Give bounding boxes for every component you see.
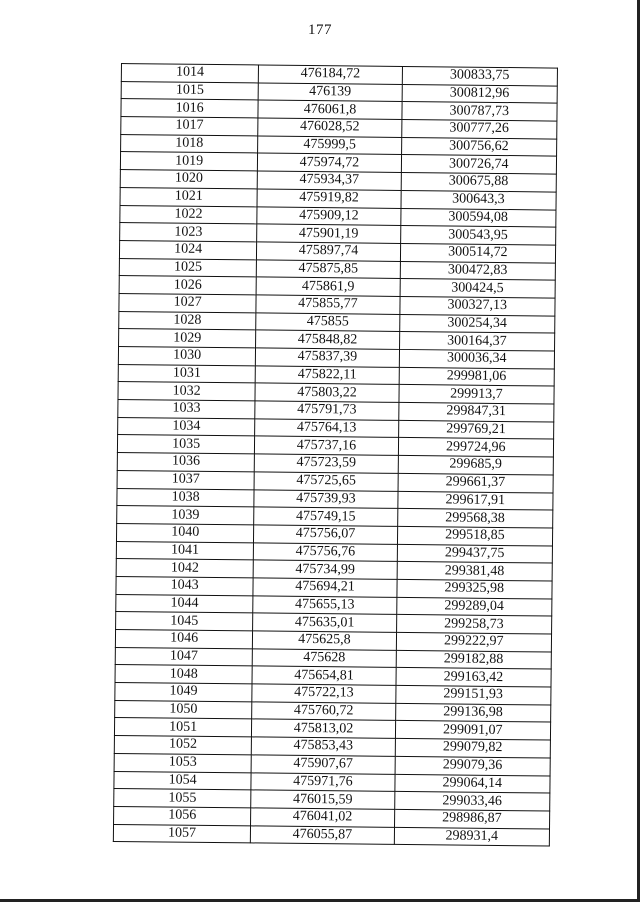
point-number-cell: 1015 bbox=[121, 81, 258, 100]
point-number-cell: 1035 bbox=[117, 435, 254, 454]
x-coordinate-cell: 475837,39 bbox=[256, 348, 400, 367]
point-number-cell: 1031 bbox=[118, 364, 255, 383]
x-coordinate-cell: 476028,52 bbox=[258, 118, 402, 137]
point-number-cell: 1020 bbox=[120, 170, 257, 189]
x-coordinate-cell: 476015,59 bbox=[251, 790, 395, 809]
y-coordinate-cell: 299079,82 bbox=[395, 739, 551, 758]
y-coordinate-cell: 299913,7 bbox=[399, 385, 555, 404]
y-coordinate-cell: 299981,06 bbox=[399, 367, 555, 386]
y-coordinate-cell: 299617,91 bbox=[397, 491, 553, 510]
point-number-cell: 1017 bbox=[121, 117, 258, 136]
y-coordinate-cell: 300327,13 bbox=[400, 296, 556, 315]
y-coordinate-cell: 299064,14 bbox=[395, 774, 551, 793]
x-coordinate-cell: 476061,8 bbox=[258, 100, 402, 119]
y-coordinate-cell: 300594,08 bbox=[400, 208, 556, 227]
table-row bbox=[113, 824, 549, 846]
x-coordinate-cell: 475756,76 bbox=[254, 542, 398, 561]
point-number-cell: 1034 bbox=[118, 417, 255, 436]
x-coordinate-cell: 475875,85 bbox=[257, 259, 401, 278]
point-number-cell: 1053 bbox=[114, 753, 251, 772]
y-coordinate-cell: 299518,85 bbox=[397, 526, 553, 545]
x-coordinate-cell: 475734,99 bbox=[253, 560, 397, 579]
y-coordinate-cell: 300787,73 bbox=[402, 102, 558, 121]
point-number-cell: 1025 bbox=[119, 258, 256, 277]
y-coordinate-cell: 300254,34 bbox=[399, 314, 555, 333]
y-coordinate-cell: 299661,37 bbox=[398, 473, 554, 492]
y-coordinate-cell: 299724,96 bbox=[398, 438, 554, 457]
x-coordinate-cell: 476139 bbox=[258, 83, 402, 102]
point-number-cell: 1038 bbox=[117, 488, 254, 507]
y-coordinate-cell: 299222,97 bbox=[396, 632, 552, 651]
y-coordinate-cell: 300833,75 bbox=[402, 66, 558, 85]
point-number-cell: 1023 bbox=[120, 223, 257, 242]
y-coordinate-cell: 299033,46 bbox=[394, 792, 550, 811]
x-coordinate-cell: 475739,93 bbox=[254, 489, 398, 508]
point-number-cell: 1048 bbox=[115, 665, 252, 684]
point-number-cell: 1028 bbox=[119, 311, 256, 330]
x-coordinate-cell: 475628 bbox=[253, 649, 397, 668]
point-number-cell: 1024 bbox=[119, 240, 256, 259]
x-coordinate-cell: 475848,82 bbox=[256, 330, 400, 349]
x-coordinate-cell: 476055,87 bbox=[251, 825, 395, 844]
point-number-cell: 1022 bbox=[120, 205, 257, 224]
x-coordinate-cell: 475737,16 bbox=[255, 436, 399, 455]
x-coordinate-cell: 475897,74 bbox=[257, 242, 401, 261]
coordinates-table-body bbox=[113, 64, 557, 847]
x-coordinate-cell: 475694,21 bbox=[253, 578, 397, 597]
y-coordinate-cell: 300726,74 bbox=[401, 155, 557, 174]
y-coordinate-cell: 299091,07 bbox=[395, 721, 551, 740]
point-number-cell: 1050 bbox=[115, 700, 252, 719]
point-number-cell: 1036 bbox=[117, 453, 254, 472]
x-coordinate-cell: 475971,76 bbox=[251, 772, 395, 791]
point-number-cell: 1021 bbox=[120, 187, 257, 206]
x-coordinate-cell: 475853,43 bbox=[252, 737, 396, 756]
x-coordinate-cell: 475625,8 bbox=[253, 631, 397, 650]
point-number-cell: 1055 bbox=[114, 789, 251, 808]
y-coordinate-cell: 300164,37 bbox=[399, 332, 555, 351]
y-coordinate-cell: 300472,83 bbox=[400, 261, 556, 280]
x-coordinate-cell: 476041,02 bbox=[251, 808, 395, 827]
y-coordinate-cell: 299136,98 bbox=[395, 703, 551, 722]
x-coordinate-cell: 475909,12 bbox=[257, 206, 401, 225]
point-number-cell: 1016 bbox=[121, 99, 258, 118]
x-coordinate-cell: 475635,01 bbox=[253, 613, 397, 632]
point-number-cell: 1057 bbox=[113, 824, 250, 843]
y-coordinate-cell: 299381,48 bbox=[397, 562, 553, 581]
y-coordinate-cell: 300036,34 bbox=[399, 349, 555, 368]
y-coordinate-cell: 299182,88 bbox=[396, 650, 552, 669]
x-coordinate-cell: 475756,07 bbox=[254, 525, 398, 544]
y-coordinate-cell: 300756,62 bbox=[401, 137, 557, 156]
x-coordinate-cell: 475855,77 bbox=[256, 295, 400, 314]
point-number-cell: 1014 bbox=[121, 64, 258, 83]
x-coordinate-cell: 475907,67 bbox=[251, 755, 395, 774]
y-coordinate-cell: 300777,26 bbox=[401, 120, 557, 139]
y-coordinate-cell: 299568,38 bbox=[397, 509, 553, 528]
y-coordinate-cell: 299079,36 bbox=[395, 756, 551, 775]
y-coordinate-cell: 299151,93 bbox=[395, 685, 551, 704]
point-number-cell: 1052 bbox=[114, 736, 251, 755]
y-coordinate-cell: 300812,96 bbox=[402, 84, 558, 103]
y-coordinate-cell: 300424,5 bbox=[400, 279, 556, 298]
point-number-cell: 1042 bbox=[116, 559, 253, 578]
y-coordinate-cell: 300643,3 bbox=[401, 190, 557, 209]
x-coordinate-cell: 475749,15 bbox=[254, 507, 398, 526]
point-number-cell: 1030 bbox=[118, 346, 255, 365]
x-coordinate-cell: 475654,81 bbox=[252, 666, 396, 685]
x-coordinate-cell: 475764,13 bbox=[255, 419, 399, 438]
point-number-cell: 1044 bbox=[116, 594, 253, 613]
point-number-cell: 1046 bbox=[115, 629, 252, 648]
x-coordinate-cell: 475919,82 bbox=[257, 189, 401, 208]
x-coordinate-cell: 475999,5 bbox=[258, 136, 402, 155]
x-coordinate-cell: 475974,72 bbox=[258, 153, 402, 172]
point-number-cell: 1054 bbox=[114, 771, 251, 790]
y-coordinate-cell: 299847,31 bbox=[398, 402, 554, 421]
y-coordinate-cell: 300675,88 bbox=[401, 173, 557, 192]
y-coordinate-cell: 300514,72 bbox=[400, 243, 556, 262]
point-number-cell: 1026 bbox=[119, 276, 256, 295]
y-coordinate-cell: 299163,42 bbox=[396, 668, 552, 687]
y-coordinate-cell: 299769,21 bbox=[398, 420, 554, 439]
point-number-cell: 1056 bbox=[114, 806, 251, 825]
point-number-cell: 1047 bbox=[115, 647, 252, 666]
x-coordinate-cell: 475822,11 bbox=[255, 366, 399, 385]
y-coordinate-cell: 298931,4 bbox=[394, 827, 550, 846]
x-coordinate-cell: 476184,72 bbox=[259, 65, 403, 84]
coordinates-table bbox=[113, 63, 558, 847]
point-number-cell: 1045 bbox=[116, 612, 253, 631]
x-coordinate-cell: 475722,13 bbox=[252, 684, 396, 703]
x-coordinate-cell: 475803,22 bbox=[255, 383, 399, 402]
y-coordinate-cell: 299437,75 bbox=[397, 544, 553, 563]
x-coordinate-cell: 475861,9 bbox=[256, 277, 400, 296]
point-number-cell: 1049 bbox=[115, 683, 252, 702]
x-coordinate-cell: 475791,73 bbox=[255, 401, 399, 420]
point-number-cell: 1043 bbox=[116, 576, 253, 595]
y-coordinate-cell: 299258,73 bbox=[396, 615, 552, 634]
point-number-cell: 1037 bbox=[117, 470, 254, 489]
y-coordinate-cell: 298986,87 bbox=[394, 809, 550, 828]
x-coordinate-cell: 475760,72 bbox=[252, 702, 396, 721]
page-number: 177 bbox=[308, 22, 332, 38]
point-number-cell: 1051 bbox=[114, 718, 251, 737]
y-coordinate-cell: 299685,9 bbox=[398, 456, 554, 475]
y-coordinate-cell: 299325,98 bbox=[397, 579, 553, 598]
point-number-cell: 1018 bbox=[121, 134, 258, 153]
point-number-cell: 1029 bbox=[119, 329, 256, 348]
point-number-cell: 1032 bbox=[118, 382, 255, 401]
point-number-cell: 1041 bbox=[116, 541, 253, 560]
point-number-cell: 1039 bbox=[117, 506, 254, 525]
x-coordinate-cell: 475934,37 bbox=[258, 171, 402, 190]
point-number-cell: 1033 bbox=[118, 400, 255, 419]
y-coordinate-cell: 299289,04 bbox=[396, 597, 552, 616]
x-coordinate-cell: 475655,13 bbox=[253, 596, 397, 615]
point-number-cell: 1040 bbox=[116, 523, 253, 542]
y-coordinate-cell: 300543,95 bbox=[400, 226, 556, 245]
point-number-cell: 1019 bbox=[120, 152, 257, 171]
x-coordinate-cell: 475725,65 bbox=[254, 472, 398, 491]
x-coordinate-cell: 475901,19 bbox=[257, 224, 401, 243]
point-number-cell: 1027 bbox=[119, 293, 256, 312]
x-coordinate-cell: 475723,59 bbox=[255, 454, 399, 473]
x-coordinate-cell: 475813,02 bbox=[252, 719, 396, 738]
x-coordinate-cell: 475855 bbox=[256, 313, 400, 332]
